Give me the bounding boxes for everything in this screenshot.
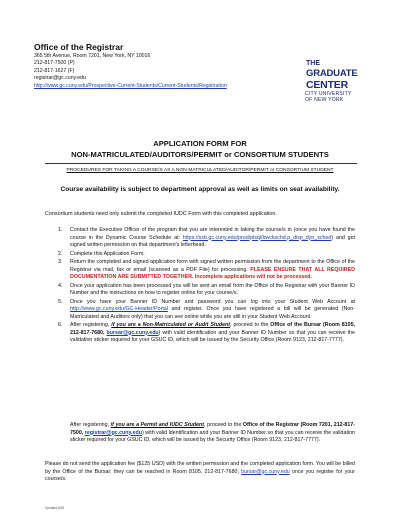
para-text: After registering,: [70, 422, 111, 428]
svg-text:CENTER: CENTER: [306, 79, 348, 91]
fee-text: once you register for your course/s.: [45, 468, 355, 482]
graduate-center-logo: [305, 57, 365, 103]
logo-caption-line1: CITY UNIVERSITY: [305, 91, 352, 97]
step-text: After registering,: [70, 322, 112, 328]
bursar-email-link[interactable]: bursar@gc.cuny.edu: [106, 329, 159, 336]
step-text: , proceed to the: [230, 322, 271, 328]
step-5: [58, 299, 355, 322]
logo-caption: [305, 91, 352, 103]
email: registrar@gc.cuny.edu: [34, 75, 86, 82]
course-schedule-link[interactable]: https://ssb.gc.cuny.edu/prod/plsql/bwckschd.p_disp_dyn_sched: [182, 234, 332, 241]
step-text: ) with valid identification and your Banner ID Number so that you can receive the validation sticker required for your GSUC ID, which will be issued by the Security Office (Room 9123, 212-817-7777).: [70, 329, 355, 343]
step-3: [58, 259, 355, 282]
form-title: [0, 139, 400, 160]
step-1: [58, 227, 355, 250]
step-text: Once you have your Banner ID Number and password you can log into your Student Web Account at: [70, 298, 355, 305]
logo-mark: [305, 57, 365, 91]
logo-caption-line2: OF NEW YORK: [305, 97, 344, 103]
address: 365 5th Avenue, Room 7201, New York, NY 10016: [34, 53, 151, 59]
para-text: ) with valid identification and your Banner ID Number so that you can receive the validation sticker required for your GSUC ID, which will be issued by the Security Office (Room 9123, 212-817-7777).: [70, 429, 355, 443]
step-number: 4.: [58, 282, 63, 289]
step-number: 5.: [58, 298, 63, 305]
step-number: 2.: [58, 250, 63, 257]
form-title-line2: NON-MATRICULATED/AUDITORS/PERMIT or CONSORTIUM STUDENTS: [71, 149, 329, 159]
step-4: [58, 283, 355, 298]
registrar-email-link[interactable]: registrar@gc.cuny.edu: [84, 429, 142, 436]
bursar-email-link-footer[interactable]: bursar@gc.cuny.edu: [241, 468, 290, 475]
fax: 212-817-1627 (F): [34, 67, 75, 74]
step-text: Complete this Application Form.: [70, 250, 145, 257]
svg-text:THE: THE: [306, 60, 320, 67]
office-title: Office of the Registrar: [34, 42, 124, 52]
svg-text:GRADUATE: GRADUATE: [306, 68, 358, 79]
documentation-warning: PLEASE ENSURE THAT ALL REQUIRED DOCUMENTATION ARE SUBMITTED TOGETHER. Incomplete applications will not be processed.: [70, 266, 355, 280]
consortium-intro: Consortium students need only submit the completed IUDC Form with this completed application.: [45, 211, 277, 217]
steps-list: [58, 227, 355, 346]
permit-iudc-paragraph: [70, 422, 355, 445]
registration-url-link[interactable]: http://www.gc.cuny.edu/Prospective-Current-Students/Current-Students/Registration: [34, 82, 227, 89]
student-portal-link[interactable]: http://www.gc.cuny.edu/GC-Header/Portal: [70, 306, 168, 312]
form-title-line1: APPLICATION FORM FOR: [153, 139, 247, 148]
step-number: 1.: [58, 227, 63, 233]
para-text: , proceed to the: [204, 422, 243, 428]
contact-block: [34, 53, 227, 90]
step-number: 6.: [58, 322, 63, 328]
title-divider: [45, 163, 357, 164]
phone: 212-817-7500 (P): [34, 60, 75, 67]
non-matric-condition: if you are a Non-Matriculated or Audit Student: [111, 322, 231, 328]
fee-notice: [45, 461, 355, 484]
step-6: [58, 322, 355, 345]
step-text: and register. Once you have registered a bill will be generated (Non-Matriculated and Auditors only) that you can see online while you are still in your Student Web Account.: [70, 306, 355, 320]
permit-condition: if you are a Permit and IUDC Student: [110, 422, 205, 428]
step-text: Contact the Executive Officer of the program that you are interested in taking the course/s in (once you have found the course in the Dynamic Course Schedule at:: [70, 227, 355, 241]
availability-notice: Course availability is subject to department approval as well as limits on seat availability.: [60, 186, 340, 193]
step-2: [58, 251, 355, 259]
registrar-office: Office of the Registrar (Room 7201, 212-817-7500,: [70, 422, 355, 436]
step-text: Return the completed and signed application form with signed written permission from the department to the Office of the Registrar via mail, fax or email (scanned as a PDF File) for processing.: [70, 259, 355, 273]
revision-note: Updated 8/15: [45, 506, 65, 510]
procedures-heading: PROCEDURES FOR TAKING A COURSE/S AS A NON-MATRICULATED/AUDITOR/PERMIT or CONSORTIUM STUDENT: [66, 168, 334, 173]
step-text: Once your application has been processed you will be sent an email from the Office of the Registrar with your Banner ID Number and the instructions on how to register online for your course/s.: [70, 282, 355, 296]
step-text: ) and get signed written permission on that department's letterhead.: [70, 234, 355, 248]
fee-text: Please do not send the application fee ($125 USD) with the written permission and the completed application form. You will be billed by the Office of the Bursar; they can be reached in Room 8105, 212-817-7680,: [45, 461, 355, 475]
bursar-office: Office of the Bursar (Room 8105, 212-817-7680,: [70, 322, 355, 336]
step-number: 3.: [58, 259, 63, 265]
